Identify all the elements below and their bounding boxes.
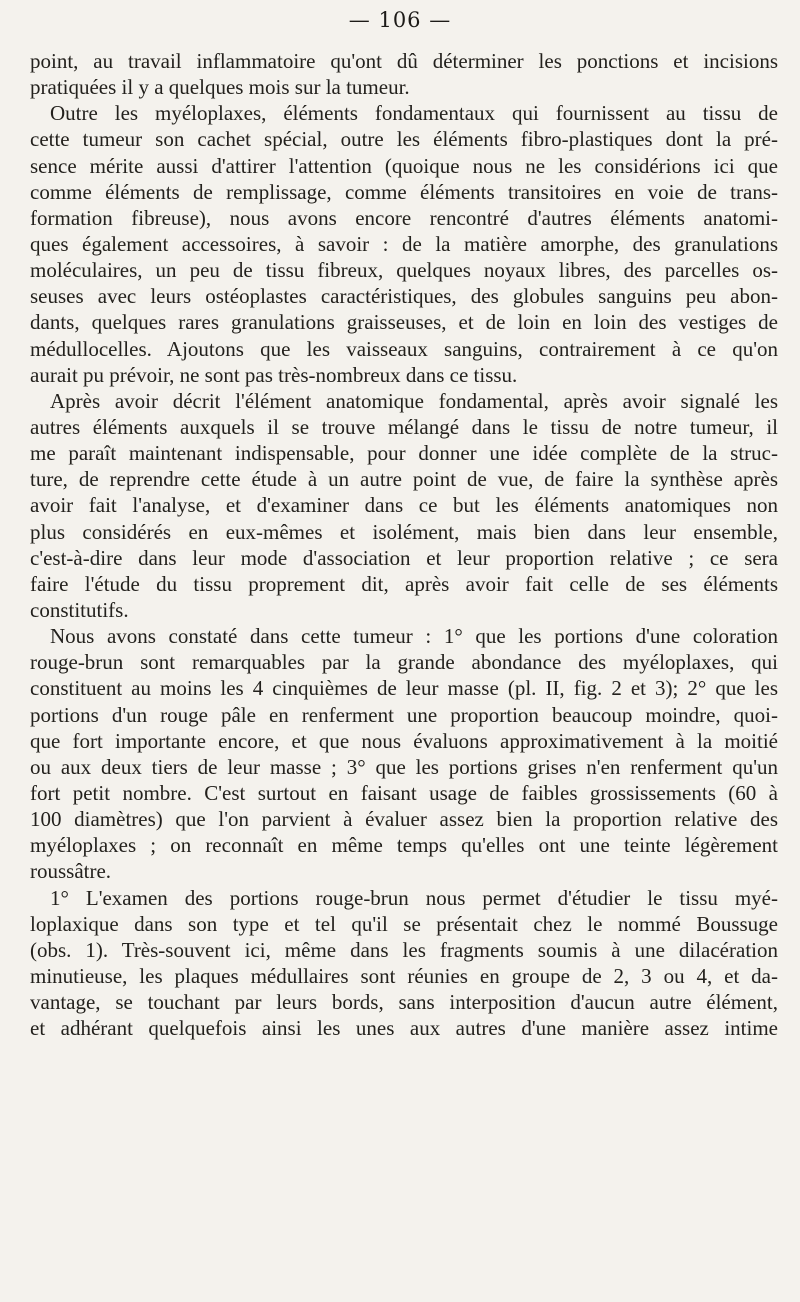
text-line: Outre les myéloplaxes, éléments fondamentaux qui fournissent au tissu de: [50, 101, 778, 126]
text-line: plus considérés en eux-mêmes et isolément, mais bien dans leur ensemble,: [30, 519, 778, 544]
text-line: minutieuse, les plaques médullaires sont réunies en groupe de 2, 3 ou 4, et da-: [30, 963, 778, 988]
text-line: rouge-brun sont remarquables par la grande abondance des myéloplaxes, qui: [30, 650, 778, 675]
text-line: me paraît maintenant indispensable, pour donner une idée complète de la struc-: [30, 441, 778, 466]
body-text: [30, 48, 778, 1041]
page-number: — 106 —: [348, 8, 452, 32]
text-line: ou aux deux tiers de leur masse ; 3° que les portions grises n'en renferment qu'un: [30, 754, 778, 779]
text-line: que fort importante encore, et que nous évaluons approximativement à la moitié: [30, 728, 778, 753]
text-line: c'est-à-dire dans leur mode d'association et leur proportion relative ; ce sera: [30, 545, 778, 570]
text-line: autres éléments auxquels il se trouve mélangé dans le tissu de notre tumeur, il: [30, 414, 778, 439]
text-line: roussâtre.: [30, 859, 112, 884]
text-line: 100 diamètres) que l'on parvient à évaluer assez bien la proportion relative des: [30, 807, 778, 832]
text-line: Après avoir décrit l'élément anatomique fondamental, après avoir signalé les: [50, 388, 778, 413]
text-line: seuses avec leurs ostéoplastes caractéristiques, des globules sanguins peu abon-: [30, 284, 778, 309]
text-line: (obs. 1). Très-souvent ici, même dans les fragments soumis à une dilacération: [30, 937, 778, 962]
text-line: pratiquées il y a quelques mois sur la tumeur.: [30, 75, 410, 100]
text-line: dants, quelques rares granulations graisseuses, et de loin en loin des vestiges de: [30, 310, 778, 335]
text-line: point, au travail inflammatoire qu'ont dû déterminer les ponctions et incisions: [30, 49, 778, 73]
text-line: formation fibreuse), nous avons encore rencontré d'autres éléments anatomi-: [30, 205, 778, 230]
text-line: médullocelles. Ajoutons que les vaisseaux sanguins, contrairement à ce qu'on: [30, 336, 778, 361]
text-line: loplaxique dans son type et tel qu'il se présentait chez le nommé Boussuge: [30, 911, 778, 936]
text-line: myéloplaxes ; on reconnaît en même temps qu'elles ont une teinte légèrement: [30, 833, 778, 858]
text-line: avoir fait l'analyse, et d'examiner dans ce but les éléments anatomiques non: [30, 493, 778, 518]
text-line: faire l'étude du tissu proprement dit, après avoir fait celle de ses éléments: [30, 571, 778, 596]
text-line: Nous avons constaté dans cette tumeur : 1° que les portions d'une coloration: [50, 624, 778, 649]
text-line: portions d'un rouge pâle en renferment une proportion beaucoup moindre, quoi-: [30, 702, 778, 727]
text-line: et adhérant quelquefois ainsi les unes aux autres d'une manière assez intime: [30, 1016, 778, 1041]
text-line: comme éléments de remplissage, comme éléments transitoires en voie de trans-: [30, 179, 778, 204]
text-line: sence mérite aussi d'attirer l'attention (quoique nous ne les considérions ici que: [30, 153, 778, 178]
text-line: constituent au moins les 4 cinquièmes de leur masse (pl. II, fig. 2 et 3); 2° que les: [30, 676, 778, 701]
text-line: moléculaires, un peu de tissu fibreux, quelques noyaux libres, des parcelles os-: [30, 258, 778, 283]
text-line: ques également accessoires, à savoir : de la matière amorphe, des granulations: [30, 231, 778, 256]
text-line: fort petit nombre. C'est surtout en faisant usage de faibles grossissements (60 à: [30, 780, 778, 805]
text-line: cette tumeur son cachet spécial, outre les éléments fibro-plastiques dont la pré-: [30, 127, 778, 152]
text-line: ture, de reprendre cette étude à un autre point de vue, de faire la synthèse après: [30, 467, 778, 492]
text-line: 1° L'examen des portions rouge-brun nous permet d'étudier le tissu myé-: [50, 885, 778, 910]
text-line: constitutifs.: [30, 597, 129, 622]
text-line: aurait pu prévoir, ne sont pas très-nombreux dans ce tissu.: [30, 362, 518, 387]
text-line: vantage, se touchant par leurs bords, sans interposition d'aucun autre élément,: [30, 990, 778, 1015]
